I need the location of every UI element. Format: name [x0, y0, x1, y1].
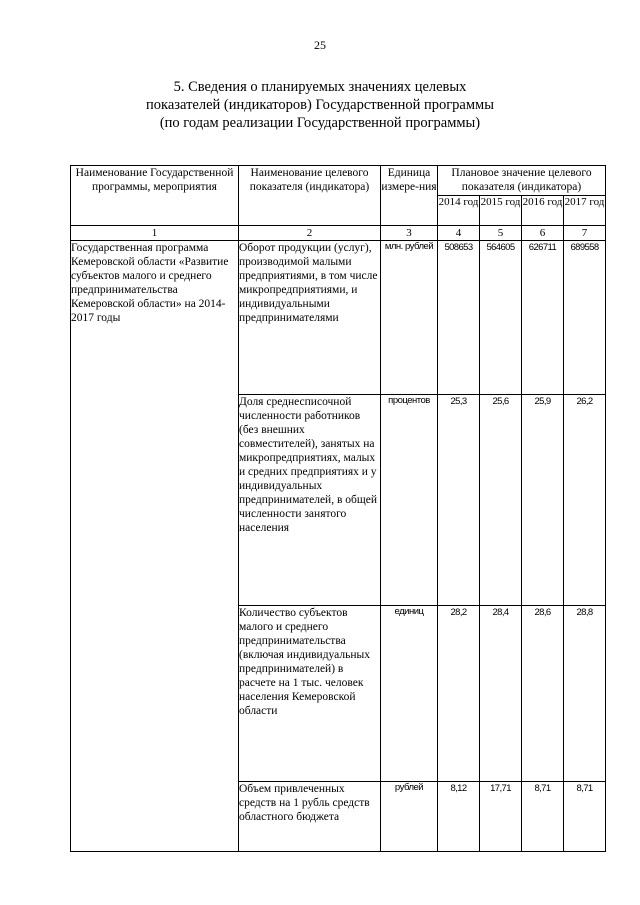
- indicator-unit: единиц: [381, 606, 438, 782]
- value-2014: 28,2: [438, 606, 480, 782]
- column-number: 4: [438, 226, 480, 241]
- indicators-table: [70, 165, 606, 852]
- value-2015: 17,71: [480, 782, 522, 852]
- column-number: 7: [564, 226, 606, 241]
- value-2015: 25,6: [480, 395, 522, 606]
- indicator-unit: млн. рублей: [381, 241, 438, 395]
- value-2016: 28,6: [522, 606, 564, 782]
- value-2014: 8,12: [438, 782, 480, 852]
- indicator-name: Объем привлеченных средств на 1 рубль средств областного бюджета: [239, 782, 381, 852]
- table-row: [71, 241, 606, 395]
- value-2014: 25,3: [438, 395, 480, 606]
- column-number: 2: [239, 226, 381, 241]
- value-2017: 26,2: [564, 395, 606, 606]
- header-year-2015: 2015 год: [480, 196, 522, 226]
- header-planned-value: Плановое значение целевого показателя (индикатора): [438, 166, 606, 196]
- header-indicator-name: Наименование целевого показателя (индикатора): [239, 166, 381, 226]
- indicator-unit: процентов: [381, 395, 438, 606]
- column-number: 1: [71, 226, 239, 241]
- title-line-2: показателей (индикаторов) Государственной программы: [146, 97, 494, 113]
- value-2016: 8,71: [522, 782, 564, 852]
- column-number: 3: [381, 226, 438, 241]
- title-line-1: 5. Сведения о планируемых значениях целевых: [173, 79, 467, 95]
- value-2015: 564605: [480, 241, 522, 395]
- header-year-2016: 2016 год: [522, 196, 564, 226]
- header-year-2017: 2017 год: [564, 196, 606, 226]
- value-2017: 689558: [564, 241, 606, 395]
- value-2016: 626711: [522, 241, 564, 395]
- header-year-2014: 2014 год: [438, 196, 480, 226]
- value-2014: 508653: [438, 241, 480, 395]
- indicator-name: Доля среднесписочной численности работников (без внешних совместителей), занятых на микропредприятиях, малых и средних предприятиях и у индивидуальных предпринимателей, в общей численности занятого населения: [239, 395, 381, 606]
- column-number: 6: [522, 226, 564, 241]
- value-2015: 28,4: [480, 606, 522, 782]
- header-unit: Единица измере-ния: [381, 166, 438, 226]
- value-2016: 25,9: [522, 395, 564, 606]
- indicator-name: Количество субъектов малого и среднего предпринимательства (включая индивидуальных предпринимателей) в расчете на 1 тыс. человек населения Кемеровской области: [239, 606, 381, 782]
- header-program-name: Наименование Государственной программы, мероприятия: [71, 166, 239, 226]
- indicator-unit: рублей: [381, 782, 438, 852]
- indicator-name: Оборот продукции (услуг), производимой малыми предприятиями, в том числе микропредприятиями, и индивидуальными предпринимателями: [239, 241, 381, 395]
- value-2017: 28,8: [564, 606, 606, 782]
- title-line-3: (по годам реализации Государственной программы): [159, 115, 481, 131]
- page-number: 25: [314, 38, 326, 52]
- column-numbers-row: [71, 226, 606, 241]
- column-number: 5: [480, 226, 522, 241]
- section-title: [60, 78, 580, 132]
- program-name: Государственная программа Кемеровской области «Развитие субъектов малого и среднего предпринимательства Кемеровской области» на 2014-2017 годы: [71, 241, 239, 852]
- value-2017: 8,71: [564, 782, 606, 852]
